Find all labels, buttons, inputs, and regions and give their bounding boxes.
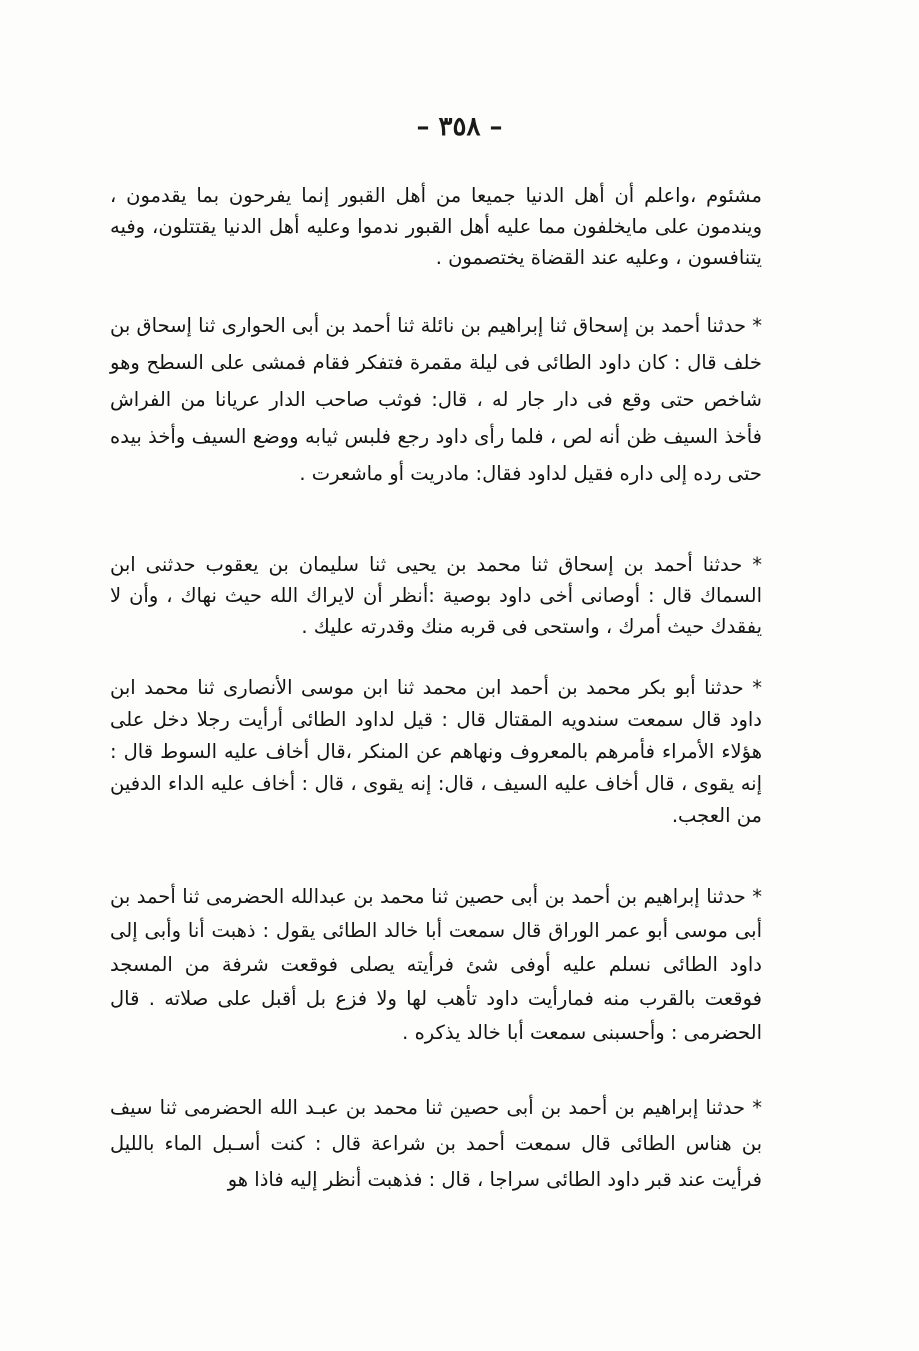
page-number: – ٣٥٨ – [416, 112, 503, 142]
paragraph-hadith-2 [110, 549, 762, 642]
paragraph-text: * حدثنا أحمد بن إسحاق ثنا محمد بن يحيى ثنا سليمان بن يعقوب حدثنى ابن السماك قال : أوصانى أخى داود بوصية :أنظر أن لايراك الله حيث نهاك ، وأن لا يفقدك حيث أمرك ، واستحى فى قربه منك وقدرته عليك . [110, 553, 762, 638]
paragraph-text: * حدثنا إبراهيم بن أحمد بن أبى حصين ثنا محمد بن عبـد الله الحضرمى ثنا سيف بن هناس الطائى قال سمعت أحمد بن شراعة قال : كنت أسـبل الماء بالليل فرأيت عند قبر داود الطائى سراجا ، قال : فذهبت أنظر إليه فاذا هو [110, 1096, 762, 1191]
paragraph-hadith-5 [110, 1090, 762, 1198]
paragraph-opening [110, 180, 762, 273]
paragraph-hadith-3 [110, 672, 762, 832]
paragraph-text: * حدثنا أبو بكر محمد بن أحمد ابن محمد ثنا ابن موسى الأنصارى ثنا محمد ابن داود قال سمعت سندويه المقتال قال : قيل لداود الطائى أرأيت رجلا دخل على هؤلاء الأمراء فأمرهم بالمعروف ونهاهم عن المنكر ،قال أخاف عليه السوط قال : إنه يقوى ، قال أخاف عليه السيف ، قال: إنه يقوى ، قال : أخاف عليه الداء الدفين من العجب. [110, 676, 762, 827]
paragraph-text: * حدثنا أحمد بن إسحاق ثنا إبراهيم بن نائلة ثنا أحمد بن أبى الحوارى ثنا إسحاق بن خلف قال : كان داود الطائى فى ليلة مقمرة فتفكر فقام فمشى على السطح وهو شاخص حتى وقع فى دار جار له ، قال: فوثب صاحب الدار عريانا من الفراش فأخذ السيف ظن أنه لص ، فلما رأى داود رجع فلبس ثيابه ووضع السيف وأخذ بيده حتى رده إلى داره فقيل لداود فقال: مادريت أو ماشعرت . [110, 314, 762, 485]
paragraph-text: مشئوم ،واعلم أن أهل الدنيا جميعا من أهل القبور إنما يفرحون بما يقدمون ، ويندمون على مايخلفون مما عليه أهل القبور ندموا وعليه أهل الدنيا يقتتلون، وفيه يتنافسون ، وعليه عند القضاة يختصمون . [110, 184, 762, 269]
paragraph-hadith-4 [110, 880, 762, 1050]
paragraph-hadith-1 [110, 307, 762, 492]
paragraph-text: * حدثنا إبراهيم بن أحمد بن أبى حصين ثنا محمد بن عبدالله الحضرمى ثنا أحمد بن أبى موسى أبو عمر الوراق قال سمعت أبا خالد الطائى يقول : ذهبت أنا وأبى إلى داود الطائى نسلم عليه أوفى شئ فرأيته يصلى فوقعت شرفة من المسجد فوقعت بالقرب منه فمارأيت داود تأهب لها ولا فزع بل أقبل على صلاته . قال الحضرمى : وأحسبنى سمعت أبا خالد يذكره . [110, 885, 762, 1044]
